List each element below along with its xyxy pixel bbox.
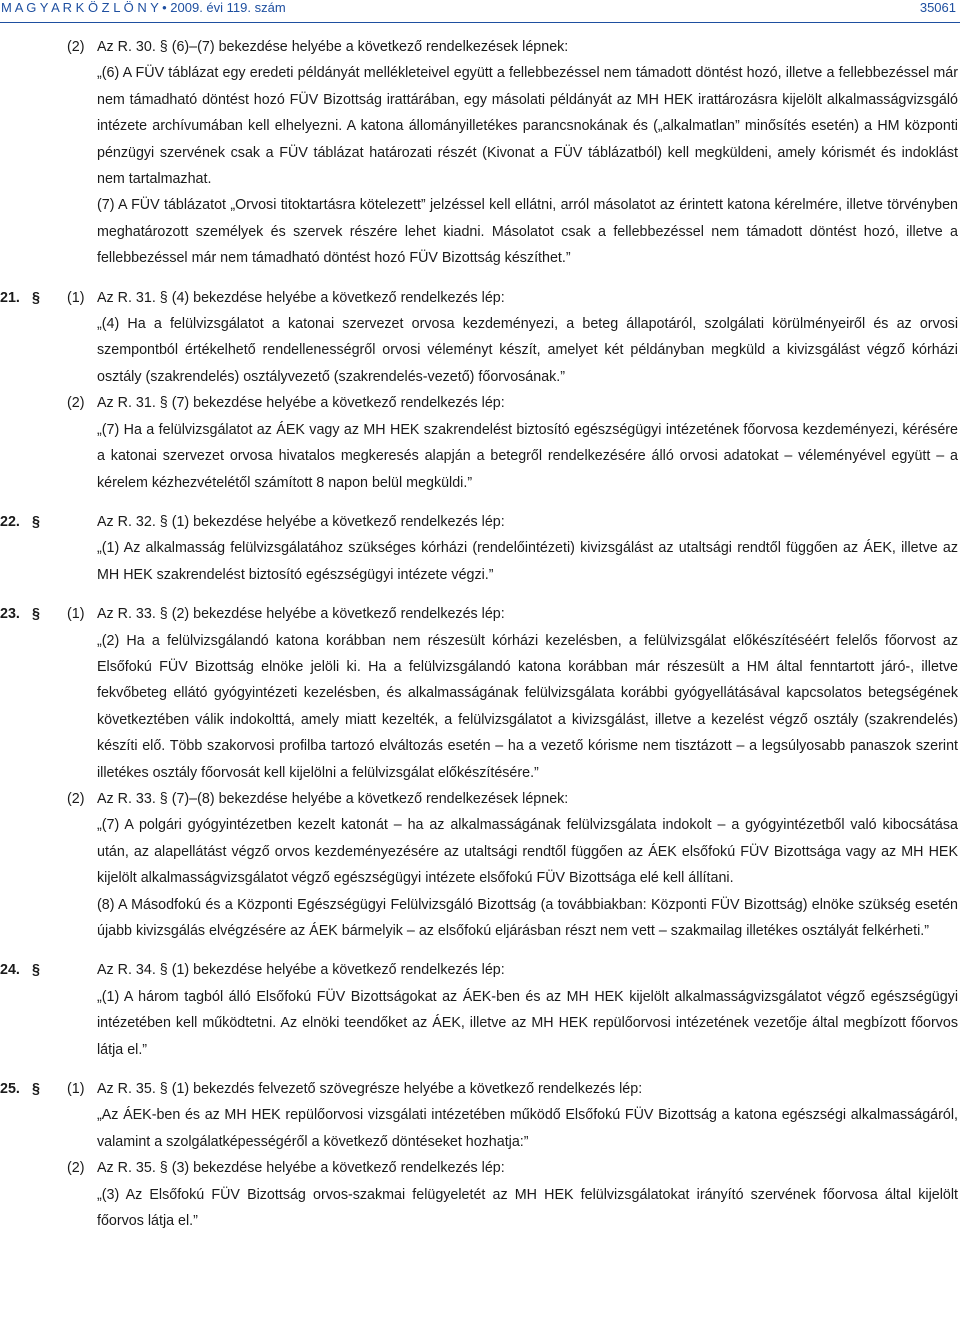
amendment-intro: Az R. 32. § (1) bekezdése helyébe a következő rendelkezés lép:: [97, 513, 505, 530]
subsection-label: (1): [67, 289, 85, 306]
amendment-intro: Az R. 31. § (4) bekezdése helyébe a következő rendelkezés lép:: [97, 289, 505, 306]
section-block: [0, 601, 958, 944]
amendment-intro: Az R. 33. § (2) bekezdése helyébe a következő rendelkezés lép:: [97, 606, 505, 623]
quoted-provision: (7) A FÜV táblázatot „Orvosi titoktartásra kötelezett” jelzéssel kell ellátni, arról másolatot az érintett katona kérelmére, illetve törvényben meghatározott személyek és szervek részére lehet kiadni. Másolatot csak a fellebbezéssel nem támadott döntést hozó, illetve a fellebbezéssel már nem támadható döntést hozó FÜV Bizottság készíthet.”: [97, 197, 958, 267]
subsection-label: (2): [67, 790, 85, 807]
amendment-intro: Az R. 35. § (1) bekezdés felvezető szövegrésze helyébe a következő rendelkezés lép:: [97, 1081, 643, 1098]
section-number: 23.: [0, 606, 20, 623]
subsection: [0, 1076, 958, 1102]
section-number: 22.: [0, 513, 20, 530]
section-block: [0, 957, 958, 1063]
section-symbol: §: [32, 962, 40, 979]
section-number: 25.: [0, 1081, 20, 1098]
quoted-provision: „(1) Az alkalmasság felülvizsgálatához szükséges kórházi (rendelőintézeti) kivizsgálást az utaltsági rendtől függően az ÁEK, illetve az MH HEK szakrendelést biztosító egészségügyi intézete végzi.”: [97, 540, 958, 583]
subsection: [0, 957, 958, 983]
subsection-label: (2): [67, 395, 85, 412]
quoted-provision: (8) A Másodfokú és a Központi Egészségügyi Felülvizsgáló Bizottság (a továbbiakban: Központi FÜV Bizottság) elnöke szükség esetén újabb kivizsgálás elvégzésére az ÁEK bármelyik – az elsőfokú eljárásban részt nem vett – szakmailag illetékes osztályát felkérheti.”: [97, 896, 958, 939]
subsection: [0, 786, 958, 812]
quoted-provision: „(7) Ha a felülvizsgálatot az ÁEK vagy az MH HEK szakrendelést biztosító egészségügyi intézetének főorvosa kezdeményezi, kérésére a katonai szervezet orvosa hivatalos megkeresés alapján a betegről rendelkezésére álló orvosi adatokat – véleményével együtt – a kérelem kézhezvételétől számított 8 napon belül megküldi.”: [97, 421, 958, 491]
quoted-provision: „(4) Ha a felülvizsgálatot a katonai szervezet orvosa kezdeményezi, a beteg állapotáról, szolgálati körülményeiről és az orvosi szempontból értékelhető rendellenességről orvosi véleményt készít, amelyet két példányban megküld a kivizsgálást végző kórházi osztály (szakrendelés) osztályvezető (szakrendelés-vezető) főorvosának.”: [97, 316, 958, 385]
subsection: [0, 34, 958, 60]
quoted-provision: „Az ÁEK-ben és az MH HEK repülőorvosi vizsgálati intézetében működő Elsőfokú FÜV Bizottság a katona egészségi alkalmasságáról, valamint a szolgálatképességéről a következő döntéseket hozhatja:”: [97, 1107, 958, 1150]
subsection-label: (2): [67, 39, 85, 55]
section-block: [0, 509, 958, 588]
subsection-label: (1): [67, 606, 85, 623]
subsection-label: (2): [67, 1160, 85, 1177]
section-symbol: §: [32, 513, 40, 530]
subsection-label: (1): [67, 1081, 85, 1098]
subsection: [0, 1155, 958, 1181]
quoted-provision: „(6) A FÜV táblázat egy eredeti példányát mellékleteivel együtt a fellebbezéssel nem támadott döntést hozó, illetve a fellebbezéssel már nem támadható döntést hozó FÜV Bizottság irattárában, egy másolati példányát az MH HEK irattározásra kijelölt alkalmasságvizsgáló intézete archívumában kell elhelyezni. A katona állományilletékes parancsnokának és („alkalmatlan” minősítés esetén) a HM központi pénzügyi szervének csak a FÜV táblázat határozati részét (Kivonat a FÜV táblázatból) kell megküldeni, amely kórismét és indoklást nem tartalmazhat.: [97, 65, 958, 188]
amendment-intro: Az R. 31. § (7) bekezdése helyébe a következő rendelkezés lép:: [97, 395, 505, 412]
subsection: [0, 601, 958, 627]
quoted-provision: „(7) A polgári gyógyintézetben kezelt katonát – ha az alkalmasságának felülvizsgálata indokolt – a gyógyintézetből való kibocsátása után, az alapellátást végző orvos kezdeményezésére az utaltsági rendtől függően az ÁEK elsőfokú FÜV Bizottsága vagy az MH HEK kijelölt alkalmasságvizsgálatot végző egészségügyi intézete elsőfokú FÜV Bizottsága elé kell állítani.: [97, 817, 958, 887]
section-block: [0, 285, 958, 496]
amendment-intro: Az R. 34. § (1) bekezdése helyébe a következő rendelkezés lép:: [97, 962, 505, 979]
quoted-provision: „(2) Ha a felülvizsgálandó katona korábban nem részesült kórházi kezelésben, a felülvizsgálat előkészítéséért felelős főorvost az Elsőfokú FÜV Bizottság elnöke jelöli ki. Ha a felülvizsgálandó katona korábban már részesült a HM által fenntartott járó-, illetve fekvőbeteg ellátó gyógyintézeti kezelésben, és alkalmasságának felülvizsgálata korábbi gyógyellátásával kapcsolatos betegségének következtében válik indokolttá, amely miatt kezelték, a felülvizsgálatot a kivizsgálást, illetve a kezelést végző osztály (szakrendelés) készíti elő. Több szakorvosi profilba tartozó elváltozás esetén – ha a vezető kórisme nem tisztázott – a legsúlyosabb panaszok szerint illetékes osztály főorvosát kell kijelölni a felülvizsgálat előkészítésére.”: [97, 632, 958, 781]
page-number: 35061: [919, 0, 956, 15]
subsection: [0, 390, 958, 416]
page-header: [0, 0, 960, 23]
quoted-provision: „(3) Az Elsőfokú FÜV Bizottság orvos-szakmai felügyeletét az MH HEK felülvizsgálatokat irányító szervének főorvosa által kijelölt főorvos látja el.”: [97, 1186, 958, 1230]
section-block: [0, 1076, 958, 1234]
section-block: [0, 34, 958, 272]
section-symbol: §: [32, 1081, 40, 1098]
subsection: [0, 509, 958, 535]
subsection: [0, 285, 958, 311]
amendment-intro: Az R. 33. § (7)–(8) bekezdése helyébe a következő rendelkezések lépnek:: [97, 790, 569, 807]
section-symbol: §: [32, 289, 40, 306]
section-number: 24.: [0, 962, 20, 979]
amendment-intro: Az R. 30. § (6)–(7) bekezdése helyébe a következő rendelkezések lépnek:: [97, 39, 569, 55]
document-body: [0, 34, 958, 1234]
amendment-intro: Az R. 35. § (3) bekezdése helyébe a következő rendelkezés lép:: [97, 1160, 505, 1177]
section-number: 21.: [0, 289, 20, 306]
journal-title: M A G Y A R K Ö Z L Ö N Y • 2009. évi 119. szám: [1, 0, 286, 15]
section-symbol: §: [32, 606, 40, 623]
quoted-provision: „(1) A három tagból álló Elsőfokú FÜV Bizottságokat az ÁEK-ben és az MH HEK kijelölt alkalmasságvizsgálatot végző egészségügyi intézetében kell működtetni. Az elnöki teendőket az ÁEK, illetve az MH HEK repülőorvosi intézetének vezetője által megbízott főorvos látja el.”: [97, 988, 958, 1058]
